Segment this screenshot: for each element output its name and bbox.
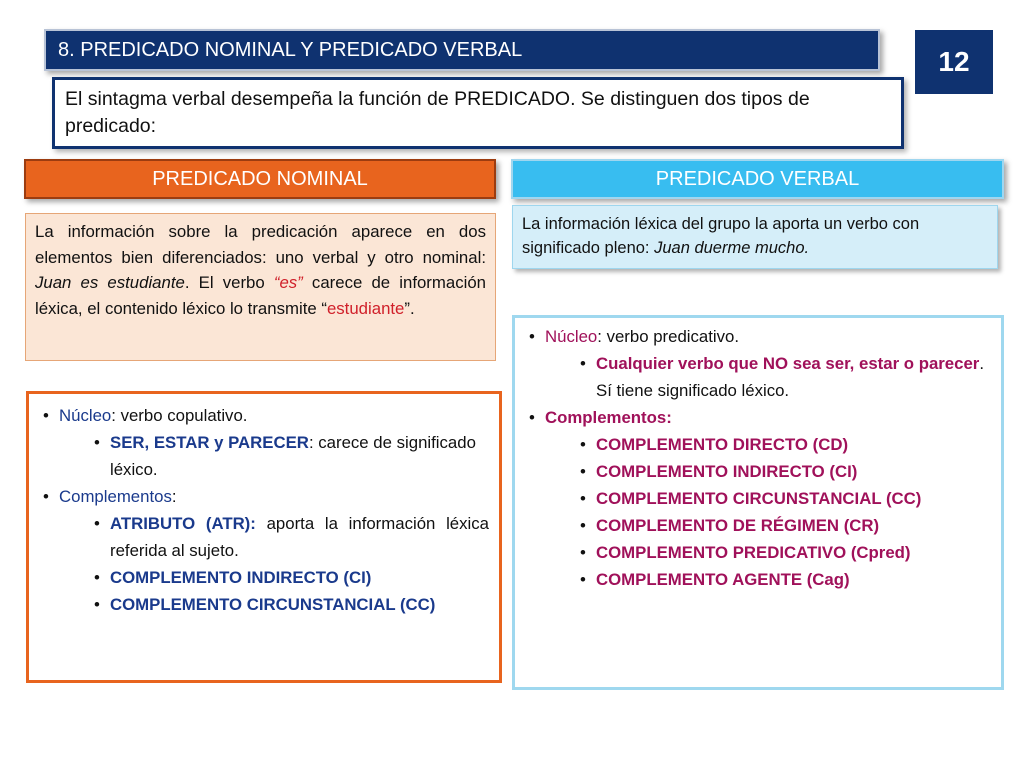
- bullet-icon: •: [580, 435, 586, 454]
- list-item: [37, 510, 489, 564]
- bullet-icon: •: [94, 595, 100, 614]
- bullet-icon: •: [94, 514, 100, 533]
- complement-cc: COMPLEMENTO CIRCUNSTANCIAL (CC): [596, 489, 922, 508]
- verbal-example: Juan duerme mucho.: [654, 239, 810, 257]
- list-item: [37, 483, 489, 510]
- nucleo-term: Núcleo: [59, 406, 112, 425]
- list-item: [523, 323, 991, 350]
- list-item: [37, 402, 489, 429]
- verbal-description: [512, 205, 998, 269]
- list-item: [37, 564, 489, 591]
- complementos-term: Complementos:: [545, 408, 672, 427]
- bullet-icon: •: [529, 408, 535, 427]
- copulas-text: : carece de significado léxico.: [110, 433, 476, 479]
- verbal-desc-part: La información léxica del grupo la aporta un verbo con significado pleno:: [522, 215, 920, 257]
- cualquier-text: . Sí tiene significado léxico.: [596, 354, 985, 400]
- cualquier-term: Cualquier verbo que NO sea ser, estar o parecer: [596, 354, 980, 373]
- complement-cd: COMPLEMENTO DIRECTO (CD): [596, 435, 849, 454]
- bullet-icon: •: [580, 570, 586, 589]
- page-number: 12: [915, 30, 993, 94]
- nucleo-text: : verbo copulativo.: [111, 406, 248, 425]
- nominal-estudiante-highlight: estudiante: [326, 298, 405, 318]
- list-item: [523, 539, 991, 566]
- nominal-description: [25, 213, 496, 361]
- bullet-icon: •: [94, 568, 100, 587]
- heading-predicado-verbal: PREDICADO VERBAL: [511, 159, 1004, 199]
- bullet-icon: •: [580, 354, 586, 373]
- list-item: [523, 431, 991, 458]
- complementos-term: Complementos: [59, 487, 172, 506]
- bullet-icon: •: [580, 543, 586, 562]
- complement-cag: COMPLEMENTO AGENTE (Cag): [596, 570, 850, 589]
- list-item: [523, 512, 991, 539]
- bullet-icon: •: [580, 489, 586, 508]
- complement-ci: COMPLEMENTO INDIRECTO (CI): [596, 462, 858, 481]
- bullet-icon: •: [529, 327, 535, 346]
- intro-text: El sintagma verbal desempeña la función de PREDICADO. Se distinguen dos tipos de predicado:: [52, 77, 904, 149]
- list-item: [523, 458, 991, 485]
- complement-cpred: COMPLEMENTO PREDICATIVO (Cpred): [596, 543, 911, 562]
- nominal-es-highlight: “es”: [273, 273, 303, 292]
- nominal-list: [37, 402, 489, 618]
- bullet-icon: •: [580, 516, 586, 535]
- bullet-icon: •: [580, 462, 586, 481]
- list-item: [523, 485, 991, 512]
- complement-cr: COMPLEMENTO DE RÉGIMEN (CR): [596, 516, 880, 535]
- nominal-desc-part: carece de información léxica, el contenido léxico lo transmite “: [35, 273, 486, 318]
- verbal-list-box: [512, 315, 1004, 690]
- nominal-list-box: [26, 391, 502, 683]
- list-item: [523, 566, 991, 593]
- nominal-desc-part: . El verbo: [184, 273, 274, 292]
- atr-term: ATRIBUTO (ATR):: [110, 514, 256, 533]
- bullet-icon: •: [94, 433, 100, 452]
- list-item: [37, 429, 489, 483]
- complementos-colon: :: [171, 487, 177, 506]
- bullet-icon: •: [43, 487, 49, 506]
- nucleo-term: Núcleo: [545, 327, 598, 346]
- copulas-term: SER, ESTAR y PARECER: [110, 433, 309, 452]
- list-item: [523, 350, 991, 404]
- ci-term: COMPLEMENTO INDIRECTO (CI): [110, 568, 372, 587]
- heading-predicado-nominal: PREDICADO NOMINAL: [24, 159, 496, 199]
- nominal-desc-part: ”.: [404, 298, 415, 318]
- verbal-list: [523, 323, 991, 593]
- nominal-desc-part: La información sobre la predicación aparece en dos elementos bien diferenciados: uno verbal y otro nominal:: [35, 222, 486, 267]
- cc-term: COMPLEMENTO CIRCUNSTANCIAL (CC): [110, 595, 436, 614]
- list-item: [37, 591, 489, 618]
- nucleo-text: : verbo predicativo.: [597, 327, 740, 346]
- bullet-icon: •: [43, 406, 49, 425]
- list-item: [523, 404, 991, 431]
- atr-text: aporta la información léxica referida al sujeto.: [110, 514, 489, 560]
- nominal-example: Juan es estudiante: [35, 273, 185, 292]
- slide-title: 8. PREDICADO NOMINAL Y PREDICADO VERBAL: [44, 29, 880, 71]
